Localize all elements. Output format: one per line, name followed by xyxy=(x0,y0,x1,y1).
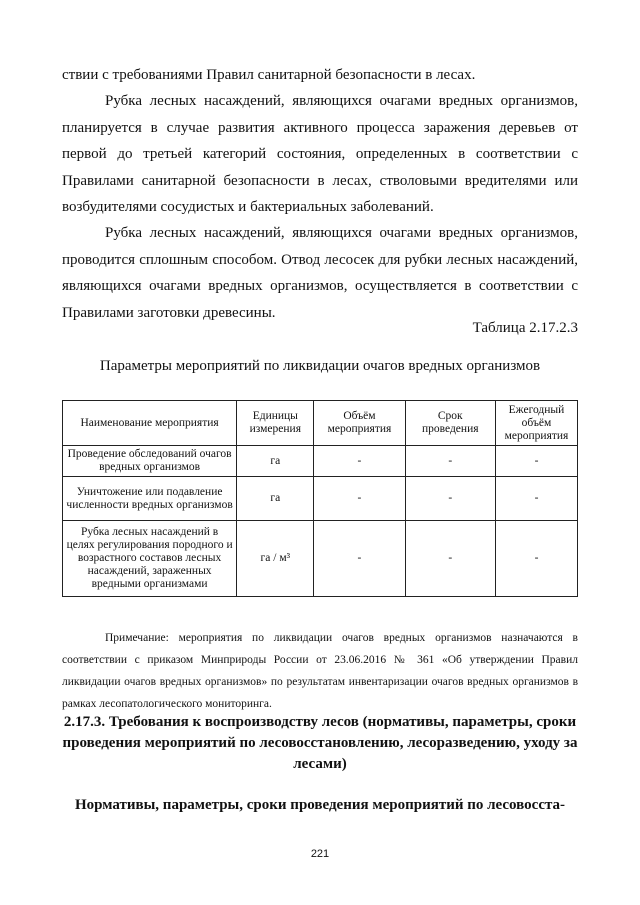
cell-volume: - xyxy=(314,521,405,597)
header-measure-name: Наименование мероприятия xyxy=(63,401,237,446)
cell-measure-name: Рубка лесных насаждений в целях регулирования породного и возрастного составов лесных насаждений, зараженных вредными организмами xyxy=(63,521,237,597)
cell-annual-volume: - xyxy=(496,477,578,521)
header-units: Единицы измерения xyxy=(237,401,314,446)
cell-volume: - xyxy=(314,446,405,477)
cell-units: га xyxy=(237,477,314,521)
page-number: 221 xyxy=(310,848,330,860)
cell-annual-volume: - xyxy=(496,521,578,597)
table-title: Параметры мероприятий по ликвидации очагов вредных организмов xyxy=(99,358,541,374)
paragraph-felling-method: Рубка лесных насаждений, являющихся очагами вредных организмов, проводится сплошным способом. Отвод лесосек для рубки лесных насаждений, являющихся очагами вредных организмов, осуществляется в соответствии с Правилами заготовки древесины. xyxy=(62,225,578,321)
cell-term: - xyxy=(405,521,495,597)
table-row xyxy=(63,477,578,521)
cell-measure-name: Уничтожение или подавление численности вредных организмов xyxy=(63,477,237,521)
pest-measures-table xyxy=(62,400,578,597)
header-annual-volume: Ежегодный объём мероприятия xyxy=(496,401,578,446)
header-volume: Объём мероприятия xyxy=(314,401,405,446)
cell-units: га xyxy=(237,446,314,477)
table-note: Примечание: мероприятия по ликвидации очагов вредных организмов назначаются в соответствии с приказом Минприроды России от 23.06.2016 № 361 «Об утверждении Правил ликвидации очагов вредных организмов» по результатам инвентаризации очагов вредных организмов в рамках лесопатологического мониторинга. xyxy=(62,632,578,710)
table-label: Таблица 2.17.2.3 xyxy=(472,320,578,336)
cell-volume: - xyxy=(314,477,405,521)
paragraph-continuation: ствии с требованиями Правил санитарной безопасности в лесах. xyxy=(62,67,476,83)
cell-annual-volume: - xyxy=(496,446,578,477)
cell-term: - xyxy=(405,446,495,477)
subsection-heading: Нормативы, параметры, сроки проведения мероприятий по лесовосста- xyxy=(74,797,566,813)
cell-term: - xyxy=(405,477,495,521)
table-row xyxy=(63,521,578,597)
table-row xyxy=(63,446,578,477)
cell-units: га / м³ xyxy=(237,521,314,597)
header-term: Срок проведения xyxy=(405,401,495,446)
table-header-row xyxy=(63,401,578,446)
paragraph-felling-planning: Рубка лесных насаждений, являющихся очагами вредных организмов, планируется в случае развития активного процесса заражения деревьев от первой до третьей категорий состояния, определенных в соответствии с Правилами санитарной безопасности в лесах, стволовыми вредителями или возбудителями сосудистых и бактериальных заболеваний. xyxy=(62,93,578,216)
cell-measure-name: Проведение обследований очагов вредных организмов xyxy=(63,446,237,477)
body-text xyxy=(62,62,578,326)
section-heading: 2.17.3. Требования к воспроизводству лесов (нормативы, параметры, сроки проведения мероприятий по лесовосстановлению, лесоразведению, уходу за лесами) xyxy=(62,714,578,772)
